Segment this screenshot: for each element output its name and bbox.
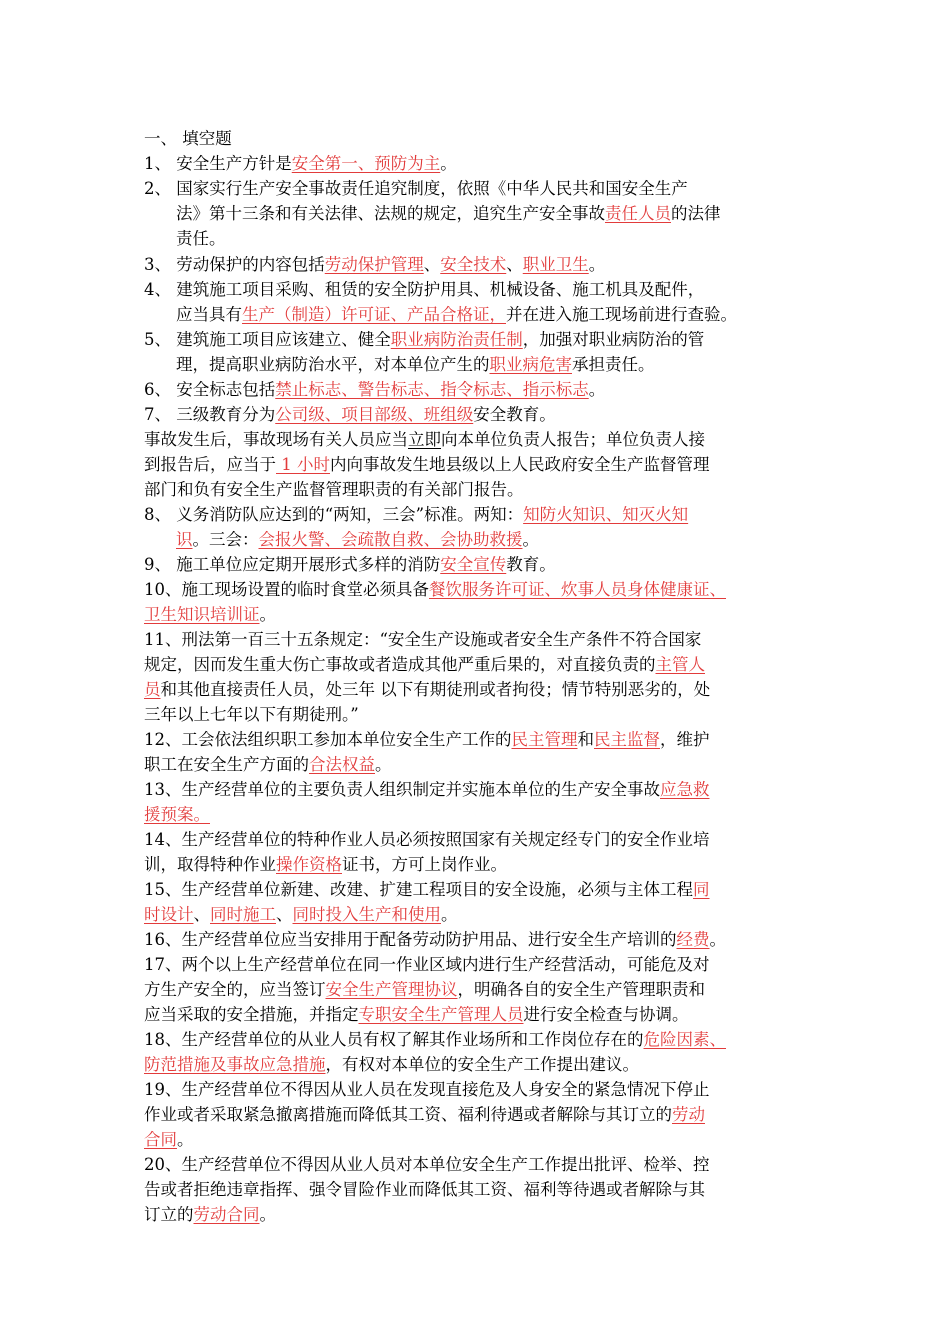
body-text: 内向事故发生地县级以上人民政府安全生产监督管理: [330, 455, 710, 474]
text-line: [144, 1177, 705, 1202]
body-text: 17、两个以上生产经营单位在同一作业区域内进行生产经营活动，可能危及对: [144, 955, 710, 974]
body-text: 进行安全检查与协调。: [523, 1005, 689, 1024]
body-text: ，明确各自的安全生产管理职责和: [457, 980, 705, 999]
body-text: 7、 三级教育分为: [144, 405, 276, 424]
answer-text: 安全技术: [440, 255, 507, 274]
text-line: [176, 201, 721, 226]
text-line: [144, 677, 710, 702]
answer-text: 安全第一、预防为主: [291, 154, 441, 173]
body-text: 规定，因而发生重大伤亡事故或者造成其他严重后果的，对直接负责的: [144, 655, 656, 674]
text-line: [144, 1052, 639, 1077]
body-text: 11、刑法第一百三十五条规定：“安全生产设施或者安全生产条件不符合国家: [144, 630, 702, 649]
body-text: 告或者拒绝违章指挥、强令冒险作业而降低其工资、福利等待遇或者解除与其: [144, 1180, 705, 1199]
text-line: [144, 176, 688, 201]
answer-text: 劳动: [672, 1105, 705, 1124]
body-text: 。三会：: [192, 530, 259, 549]
text-line: [144, 952, 710, 977]
body-text: 。: [177, 1130, 194, 1149]
text-line: [144, 977, 705, 1002]
body-text: 2、 国家实行生产安全事故责任追究制度，依照《中华人民共和国安全生产: [144, 179, 688, 198]
answer-text: 危险因素、: [643, 1030, 726, 1049]
answer-text: 操作资格: [276, 855, 342, 874]
body-text: 3、 劳动保护的内容包括: [144, 255, 325, 274]
answer-text: 主管人: [655, 655, 705, 674]
body-text: 14、生产经营单位的特种作业人员必须按照国家有关规定经专门的安全作业培: [144, 830, 710, 849]
answer-text: 同时施工: [210, 905, 276, 924]
body-text: 。: [375, 755, 392, 774]
answer-text: 民主监督: [594, 730, 660, 749]
body-text: 。: [588, 255, 606, 274]
body-text: 10、施工现场设置的临时食堂必须具备: [144, 580, 429, 599]
text-line: [144, 126, 232, 151]
body-text: 安全教育。: [473, 405, 556, 424]
answer-text: 防范措施及事故应急措施: [144, 1055, 326, 1074]
text-line: [144, 327, 704, 352]
answer-text: 应急救: [660, 780, 710, 799]
body-text: 方生产安全的，应当签订: [144, 980, 326, 999]
body-text: 5、 建筑施工项目应该建立、健全: [144, 330, 391, 349]
text-line: [144, 1102, 705, 1127]
answer-text: 同时投入生产和使用: [292, 905, 441, 924]
answer-text: 经费: [676, 930, 710, 949]
answer-text: 同: [693, 880, 710, 899]
body-text: ，加强对职业病防治的管: [522, 330, 705, 349]
text-line: [144, 877, 710, 902]
answer-text: 专职安全生产管理人员: [358, 1005, 524, 1024]
body-text: 、: [506, 255, 523, 274]
text-line: [144, 1027, 726, 1052]
body-text: 19、生产经营单位不得因从业人员在发现直接危及人身安全的紧急情况下停止: [144, 1080, 710, 1099]
body-text: 、: [423, 255, 441, 274]
text-line: [144, 151, 457, 176]
body-text: 应当采取的安全措施，并指定: [144, 1005, 359, 1024]
body-text: 责任。: [176, 229, 226, 248]
text-line: [144, 827, 710, 852]
body-text: 15、生产经营单位新建、改建、扩建工程项目的安全设施，必须与主体工程: [144, 880, 693, 899]
text-line: [144, 402, 556, 427]
body-text: 。: [259, 1205, 276, 1224]
answer-text: 识: [176, 530, 193, 549]
body-text: 13、生产经营单位的主要负责人组织制定并实施本单位的生产安全事故: [144, 780, 660, 799]
text-line: [144, 252, 605, 277]
body-text: ，有权对本单位的安全生产工作提出建议。: [325, 1055, 639, 1074]
text-line: [144, 552, 556, 577]
body-text: 法》第十三条和有关法律、法规的规定，追究生产安全事故: [176, 204, 605, 223]
answer-text: 民主管理: [511, 730, 578, 749]
text-line: [144, 277, 704, 302]
text-line: [144, 902, 458, 927]
text-line: [176, 226, 226, 251]
text-line: [144, 802, 210, 827]
text-line: [144, 377, 605, 402]
text-line: [144, 602, 276, 627]
body-text: 8、 义务消防队应达到的“两知，三会”标准。两知：: [144, 505, 524, 524]
text-line: [144, 777, 710, 802]
answer-text: 合同: [144, 1130, 177, 1149]
answer-text: 劳动合同: [193, 1205, 260, 1224]
body-text: 12、工会依法组织职工参加本单位安全生产工作的: [144, 730, 512, 749]
text-line: [144, 852, 507, 877]
answer-text: 禁止标志、警告标志、指令标志、指示标志: [275, 380, 589, 399]
answer-text: 公司级、项目部级、班组级: [275, 405, 474, 424]
underlined-text: 立即: [408, 430, 441, 449]
body-text: 16、生产经营单位应当安排用于配备劳动防护用品、进行安全生产培训的: [144, 930, 677, 949]
body-text: 到报告后，应当于: [144, 455, 276, 474]
body-text: 教育。: [506, 555, 556, 574]
text-line: [144, 577, 726, 602]
text-line: [144, 652, 705, 677]
text-line: [176, 302, 737, 327]
text-line: [144, 452, 710, 477]
answer-text: 员: [144, 680, 161, 699]
body-text: 应当具有: [176, 305, 242, 324]
body-text: 承担责任。: [572, 355, 655, 374]
body-text: 部门和负有安全生产监督管理职责的有关部门报告。: [144, 480, 524, 499]
answer-text: 1 小时: [276, 455, 330, 474]
body-text: ，维护: [660, 730, 710, 749]
body-text: 18、生产经营单位的从业人员有权了解其作业场所和工作岗位存在的: [144, 1030, 644, 1049]
body-text: 。: [440, 154, 457, 173]
answer-text: 餐饮服务许可证、炊事人员身体健康证、: [429, 580, 726, 599]
body-text: 1、 安全生产方针是: [144, 154, 292, 173]
text-line: [144, 1202, 276, 1227]
text-line: [144, 1077, 710, 1102]
text-line: [144, 927, 726, 952]
body-text: 和: [577, 730, 594, 749]
body-text: 订立的: [144, 1205, 194, 1224]
answer-text: 会报火警、会疏散自救、会协助救援: [258, 530, 523, 549]
text-line: [144, 502, 688, 527]
text-line: [144, 1127, 194, 1152]
answer-text: 职业病防治责任制: [390, 330, 523, 349]
text-line: [176, 352, 655, 377]
body-text: 作业或者采取紧急撤离措施而降低其工资、福利待遇或者解除与其订立的: [144, 1105, 672, 1124]
answer-text: 卫生知识培训证: [144, 605, 260, 624]
text-line: [144, 477, 524, 502]
answer-text: 安全宣传: [440, 555, 507, 574]
body-text: 6、 安全标志包括: [144, 380, 276, 399]
body-text: 三年以上七年以下有期徒刑。”: [144, 705, 359, 724]
body-text: 证书，方可上岗作业。: [342, 855, 507, 874]
answer-text: 职业卫生: [522, 255, 589, 274]
body-text: 训，取得特种作业: [144, 855, 276, 874]
body-text: 。: [709, 930, 726, 949]
answer-text: 安全生产管理协议: [325, 980, 458, 999]
body-text: 并在进入施工现场前进行查验。: [506, 305, 737, 324]
body-text: 和其他直接责任人员，处三年 以下有期徒刑或者拘役；情节特别恶劣的，处: [160, 680, 711, 699]
answer-text: 生产（制造）许可证、产品合格证，: [242, 305, 506, 324]
body-text: 向本单位负责人报告；单位负责人接: [441, 430, 705, 449]
body-text: 。: [588, 380, 606, 399]
text-line: [144, 627, 701, 652]
text-line: [144, 727, 710, 752]
answer-text: 合法权益: [309, 755, 375, 774]
text-line: [144, 427, 705, 452]
body-text: 一、 填空题: [144, 129, 232, 148]
body-text: 的法律: [671, 204, 721, 223]
body-text: 20、生产经营单位不得因从业人员对本单位安全生产工作提出批评、检举、控: [144, 1155, 710, 1174]
body-text: 、: [193, 905, 210, 924]
text-line: [176, 527, 539, 552]
answer-text: 劳动保护管理: [324, 255, 424, 274]
text-line: [144, 752, 392, 777]
answer-text: 职业病危害: [489, 355, 572, 374]
answer-text: 时设计: [144, 905, 194, 924]
body-text: 职工在安全生产方面的: [144, 755, 309, 774]
answer-text: 知防火知识、知灭火知: [523, 505, 689, 524]
body-text: 9、 施工单位应定期开展形式多样的消防: [144, 555, 441, 574]
body-text: 。: [259, 605, 276, 624]
body-text: 4、 建筑施工项目采购、租赁的安全防护用具、机械设备、施工机具及配件，: [144, 280, 705, 299]
body-text: 事故发生后，事故现场有关人员应当: [144, 430, 408, 449]
answer-text: 责任人员: [605, 204, 671, 223]
text-line: [144, 1152, 710, 1177]
answer-text: 援预案。: [144, 805, 210, 824]
text-line: [144, 702, 359, 727]
body-text: 。: [522, 530, 539, 549]
body-text: 。: [441, 905, 458, 924]
body-text: 、: [276, 905, 293, 924]
text-line: [144, 1002, 689, 1027]
body-text: 理，提高职业病防治水平，对本单位产生的: [176, 355, 490, 374]
